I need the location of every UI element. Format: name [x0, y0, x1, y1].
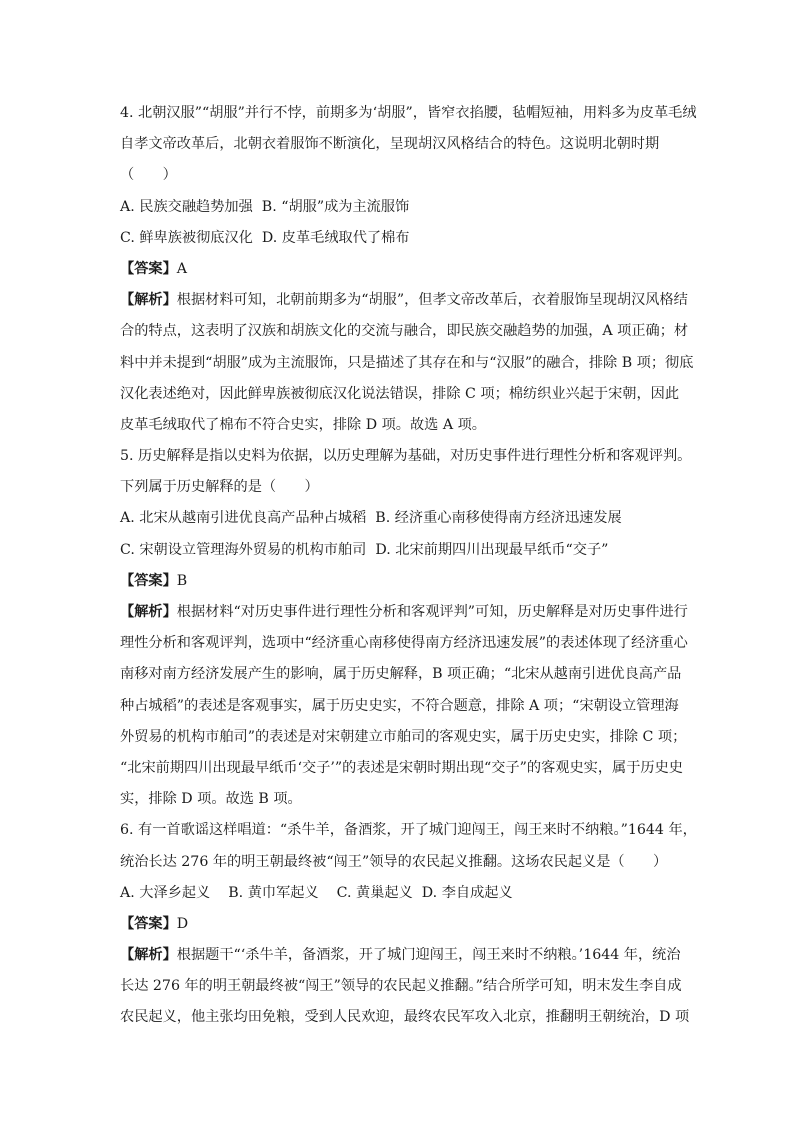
analysis-line: 种占城稻”的表述是客观事实，属于历史史实，不符合题意，排除 A 项；“宋朝设立管理海 — [120, 697, 679, 714]
question-stem-line: 下列属于历史解释的是（ ） — [120, 479, 319, 496]
analysis-line: 汉化表述绝对，因此鲜卑族被彻底汉化说法错误，排除 C 项；棉纺织业兴起于宋朝，因此 — [120, 385, 680, 402]
answer-value: A — [176, 260, 188, 277]
question-4 — [120, 98, 697, 441]
question-stem-line: 统治长达 276 年的明王朝最终被“闯王”领导的农民起义推翻。这场农民起义是（ ） — [120, 853, 668, 870]
analysis-text: 根据材料可知，北朝前期多为“胡服”，但孝文帝改革后，衣着服饰呈现胡汉风格结 — [176, 292, 688, 309]
analysis-line: 皮革毛绒取代了棉布不符合史实，排除 D 项。故选 A 项。 — [120, 416, 486, 433]
question-stem-line: 4. 北朝汉服”“胡服”并行不悖，前期多为‘胡服”，皆窄衣掐腰，毡帽短袖，用料多为皮革毛绒 — [120, 105, 697, 121]
analysis-label: 【解析】 — [120, 292, 177, 309]
answer-label: 【答案】 — [120, 572, 177, 589]
analysis-line: “北宋前期四川出现最早纸币‘交子’”的表述是宋朝时期出现“交子”的客观史实，属于历史史 — [120, 759, 683, 776]
analysis-line: 实，排除 D 项。故选 B 项。 — [120, 791, 302, 808]
analysis-line: 长达 276 年的明王朝最终被“闯王”领导的农民起义推翻。”结合所学可知，明末发生李自成 — [120, 978, 682, 995]
analysis-text: 根据材料“对历史事件进行理性分析和客观评判”可知，历史解释是对历史事件进行 — [176, 604, 688, 620]
question-6 — [120, 815, 697, 1033]
question-stem-line: 自孝文帝改革后，北朝衣着服饰不断演化，呈现胡汉风格结合的特色。这说明北朝时期 — [120, 136, 660, 153]
analysis-line: 理性分析和客观评判，选项中“经济重心南移使得南方经济迅速发展”的表述体现了经济重心 — [120, 635, 688, 652]
question-stem-line: 5. 历史解释是指以史料为依据，以历史理解为基础，对历史事件进行理性分析和客观评判。 — [120, 448, 692, 465]
answer-label: 【答案】 — [120, 915, 177, 932]
answer-line — [120, 254, 690, 285]
option-line: A. 大泽乡起义 B. 黄巾军起义 C. 黄巢起义 D. 李自成起义 — [120, 884, 513, 901]
option-line: C. 宋朝设立管理海外贸易的机构市舶司 D. 北宋前期四川出现最早纸币“交子” — [120, 541, 609, 558]
analysis-line — [120, 285, 690, 316]
analysis-label: 【解析】 — [120, 947, 177, 964]
answer-value: B — [176, 572, 188, 589]
question-stem-line: 6. 有一首歌谣这样唱道：“杀牛羊，备酒浆，开了城门迎闯王，闯王来时不纳粮。”1644 年， — [120, 822, 697, 839]
analysis-line — [120, 597, 690, 628]
analysis-line: 合的特点，这表明了汉族和胡族文化的交流与融合，即民族交融趋势的加强，A 项正确；材 — [120, 323, 689, 340]
question-5 — [120, 441, 690, 815]
option-line: A. 民族交融趋势加强 B. “胡服”成为主流服饰 — [120, 198, 410, 215]
analysis-text: 根据题干“‘杀牛羊，备酒浆，开了城门迎闯王，闯王来时不纳粮。’1644 年，统治 — [176, 947, 681, 964]
analysis-line: 外贸易的机构市舶司”的表述是对宋朝建立市舶司的客观史实，属于历史史实，排除 C 项； — [120, 728, 687, 745]
answer-label: 【答案】 — [120, 260, 177, 277]
answer-line — [120, 909, 690, 940]
question-stem-line: （ ） — [120, 167, 177, 184]
analysis-line: 料中并未提到“胡服”成为主流服饰，只是描述了其存在和与“汉服”的融合，排除 B 项；彻底 — [120, 354, 694, 371]
option-line: A. 北宋从越南引进优良高产品种占城稻 B. 经济重心南移使得南方经济迅速发展 — [120, 510, 622, 527]
answer-value: D — [176, 915, 189, 932]
analysis-line: 农民起义，他主张均田免粮，受到人民欢迎，最终农民军攻入北京，推翻明王朝统治，D 项 — [120, 1009, 690, 1026]
answer-line — [120, 566, 690, 597]
analysis-line: 南移对南方经济发展产生的影响，属于历史解释，B 项正确；“北宋从越南引进优良高产品 — [120, 666, 682, 683]
analysis-label: 【解析】 — [120, 604, 177, 620]
analysis-line — [120, 940, 690, 971]
option-line: C. 鲜卑族被彻底汉化 D. 皮革毛绒取代了棉布 — [120, 229, 410, 246]
document-page — [120, 98, 697, 1034]
